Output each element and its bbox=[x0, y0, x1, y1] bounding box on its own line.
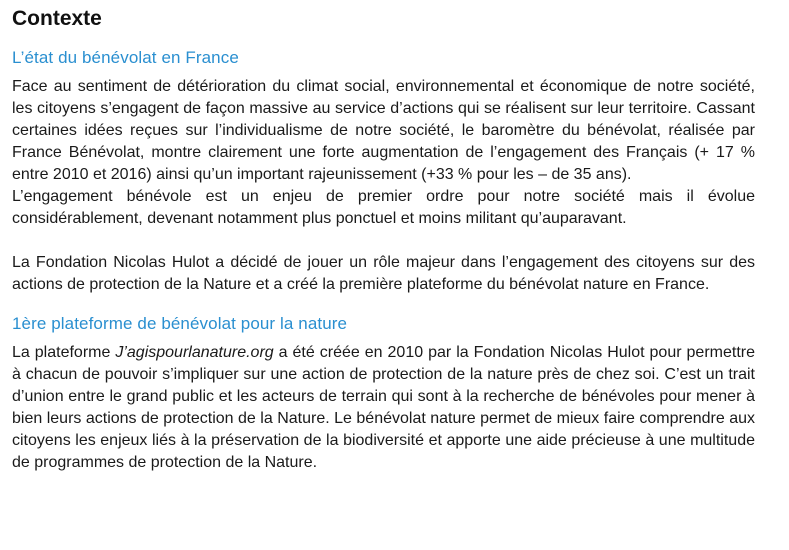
page-title: Contexte bbox=[12, 7, 102, 30]
paragraph-plateforme-start: La plateforme bbox=[12, 344, 116, 361]
paragraph-engagement: L’engagement bénévole est un enjeu de premier ordre pour notre société mais il évolue considérablement, devenant notamment plus ponctuel et moins militant qu’auparavant. bbox=[12, 188, 755, 227]
platform-name: J’agispourlanature.org bbox=[115, 344, 274, 361]
section-title-plateforme: 1ère plateforme de bénévolat pour la nature bbox=[12, 314, 348, 333]
paragraph-fondation: La Fondation Nicolas Hulot a décidé de jouer un rôle majeur dans l’engagement des citoyens sur des actions de protection de la Nature et a créé la première plateforme du bénévolat nature en France. bbox=[12, 254, 755, 293]
section-title-etat-benevolat: L’état du bénévolat en France bbox=[12, 48, 239, 67]
paragraph-intro: Face au sentiment de détérioration du climat social, environnemental et économique de notre société, les citoyens s’engagent de façon massive au service d’actions qui se réalisent sur leur territoire. Cassant certaines idées reçues sur l’individualisme de notre société, le baromètre du bénévolat, réalisée par France Bénévolat, montre clairement une forte augmentation de l’engagement des Français (+ 17 % entre 2010 et 2016) ainsi qu’un important rajeunissement (+33 % pour les – de 35 ans). bbox=[12, 78, 755, 183]
paragraph-plateforme bbox=[12, 342, 755, 474]
paragraph-plateforme-end: a été créée en 2010 par la Fondation Nicolas Hulot pour permettre à chacun de pouvoir s’impliquer sur une action de protection de la nature près de chez soi. C’est un trait d’union entre le grand public et les acteurs de terrain qui sont à la recherche de bénévoles pour mener à bien leurs actions de protection de la Nature. Le bénévolat nature permet de mieux faire comprendre aux citoyens les enjeux liés à la préservation de la biodiversité et apporte une aide précieuse à une multitude de programmes de protection de la Nature. bbox=[12, 344, 755, 471]
